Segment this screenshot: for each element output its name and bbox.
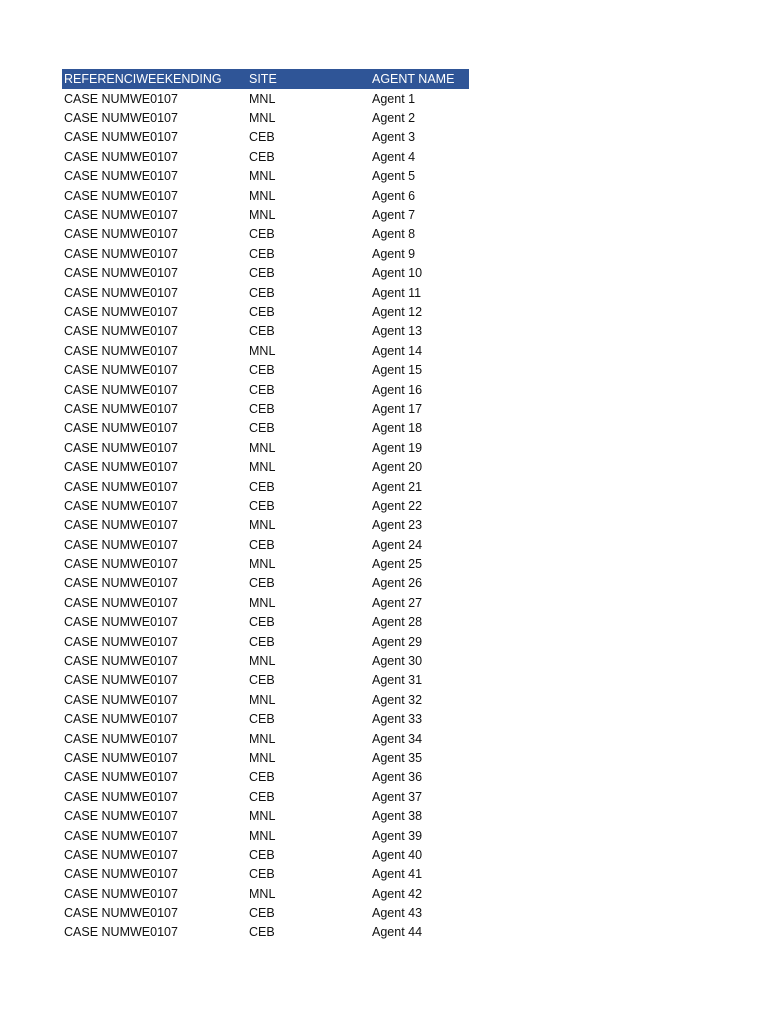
table-row [62, 632, 469, 651]
table-row [62, 806, 469, 825]
cell-agent-name[interactable]: Agent 25 [372, 557, 423, 572]
cell-site[interactable]: CEB [249, 324, 275, 339]
cell-reference[interactable]: CASE NUMWE0107 [64, 324, 178, 339]
table-row [62, 225, 469, 244]
cell-site[interactable]: CEB [249, 304, 275, 319]
cell-site[interactable]: CEB [249, 479, 275, 494]
cell-reference[interactable]: CASE NUMWE0107 [64, 401, 178, 416]
cell-site[interactable]: CEB [249, 401, 275, 416]
cell-reference[interactable]: CASE NUMWE0107 [64, 654, 178, 669]
cell-agent-name[interactable]: Agent 27 [372, 595, 423, 610]
table-row [62, 923, 469, 942]
table-row [62, 903, 469, 922]
cell-reference[interactable]: CASE NUMWE0107 [64, 673, 178, 688]
cell-agent-name[interactable]: Agent 43 [372, 906, 423, 921]
cell-site[interactable]: CEB [249, 363, 275, 378]
cell-agent-name[interactable]: Agent 33 [372, 712, 423, 727]
cell-site[interactable]: MNL [249, 343, 276, 358]
cell-site[interactable]: CEB [249, 421, 275, 436]
cell-reference[interactable]: CASE NUMWE0107 [64, 208, 178, 223]
cell-site[interactable]: MNL [249, 91, 276, 106]
cell-agent-name[interactable]: Agent 41 [372, 867, 423, 882]
cell-agent-name[interactable]: Agent 12 [372, 304, 423, 319]
cell-reference[interactable]: CASE NUMWE0107 [64, 750, 178, 765]
cell-agent-name[interactable]: Agent 30 [372, 654, 423, 669]
cell-site[interactable]: MNL [249, 886, 276, 901]
cell-site[interactable]: CEB [249, 615, 275, 630]
cell-agent-name[interactable]: Agent 36 [372, 770, 423, 785]
table-row [62, 283, 469, 302]
table-row [62, 496, 469, 515]
cell-reference[interactable]: CASE NUMWE0107 [64, 304, 178, 319]
cell-agent-name[interactable]: Agent 5 [372, 169, 416, 184]
cell-reference[interactable]: CASE NUMWE0107 [64, 906, 178, 921]
table-row [62, 419, 469, 438]
cell-reference[interactable]: CASE NUMWE0107 [64, 731, 178, 746]
cell-agent-name[interactable]: Agent 34 [372, 731, 423, 746]
cell-reference[interactable]: CASE NUMWE0107 [64, 576, 178, 591]
cell-site[interactable]: CEB [249, 537, 275, 552]
cell-site[interactable]: CEB [249, 673, 275, 688]
cell-site[interactable]: CEB [249, 770, 275, 785]
table-row [62, 613, 469, 632]
cell-reference[interactable]: CASE NUMWE0107 [64, 615, 178, 630]
cell-reference[interactable]: CASE NUMWE0107 [64, 130, 178, 145]
cell-reference[interactable]: CASE NUMWE0107 [64, 382, 178, 397]
cell-reference[interactable]: CASE NUMWE0107 [64, 91, 178, 106]
table-row [62, 205, 469, 224]
cell-site[interactable]: MNL [249, 518, 276, 533]
table-row [62, 535, 469, 554]
cell-agent-name[interactable]: Agent 6 [372, 188, 416, 203]
cell-agent-name[interactable]: Agent 35 [372, 750, 423, 765]
cell-site[interactable]: MNL [249, 828, 276, 843]
table-row [62, 516, 469, 535]
table-row [62, 787, 469, 806]
cell-agent-name[interactable]: Agent 7 [372, 208, 416, 223]
cell-site[interactable]: CEB [249, 925, 275, 940]
table-row [62, 826, 469, 845]
cell-agent-name[interactable]: Agent 8 [372, 227, 416, 242]
cell-reference[interactable]: CASE NUMWE0107 [64, 188, 178, 203]
cell-agent-name[interactable]: Agent 2 [372, 111, 416, 126]
cell-site[interactable]: CEB [249, 382, 275, 397]
cell-reference[interactable]: CASE NUMWE0107 [64, 595, 178, 610]
cell-agent-name[interactable]: Agent 29 [372, 634, 423, 649]
table-body [62, 89, 469, 942]
agent-table [62, 69, 469, 942]
cell-reference[interactable]: CASE NUMWE0107 [64, 692, 178, 707]
cell-reference[interactable]: CASE NUMWE0107 [64, 227, 178, 242]
cell-agent-name[interactable]: Agent 18 [372, 421, 423, 436]
cell-agent-name[interactable]: Agent 26 [372, 576, 423, 591]
cell-agent-name[interactable]: Agent 10 [372, 266, 423, 281]
table-row [62, 147, 469, 166]
cell-site[interactable]: CEB [249, 285, 275, 300]
cell-reference[interactable]: CASE NUMWE0107 [64, 111, 178, 126]
cell-site[interactable]: MNL [249, 654, 276, 669]
cell-agent-name[interactable]: Agent 15 [372, 363, 423, 378]
cell-reference[interactable]: CASE NUMWE0107 [64, 847, 178, 862]
cell-agent-name[interactable]: Agent 13 [372, 324, 423, 339]
cell-reference[interactable]: CASE NUMWE0107 [64, 343, 178, 358]
table-row [62, 651, 469, 670]
cell-site[interactable]: CEB [249, 498, 275, 513]
cell-agent-name[interactable]: Agent 22 [372, 498, 423, 513]
cell-site[interactable]: MNL [249, 731, 276, 746]
table-row [62, 671, 469, 690]
cell-agent-name[interactable]: Agent 1 [372, 91, 416, 106]
table-row [62, 167, 469, 186]
cell-site[interactable]: CEB [249, 130, 275, 145]
table-row [62, 690, 469, 709]
cell-agent-name[interactable]: Agent 14 [372, 343, 423, 358]
cell-reference[interactable]: CASE NUMWE0107 [64, 498, 178, 513]
cell-agent-name[interactable]: Agent 39 [372, 828, 423, 843]
table-row [62, 748, 469, 767]
table-row [62, 244, 469, 263]
table-row [62, 729, 469, 748]
cell-agent-name[interactable]: Agent 31 [372, 673, 423, 688]
cell-reference[interactable]: CASE NUMWE0107 [64, 867, 178, 882]
cell-reference[interactable]: CASE NUMWE0107 [64, 809, 178, 824]
cell-site[interactable]: CEB [249, 847, 275, 862]
cell-agent-name[interactable]: Agent 44 [372, 925, 423, 940]
cell-agent-name[interactable]: Agent 21 [372, 479, 423, 494]
cell-agent-name[interactable]: Agent 32 [372, 692, 423, 707]
table-row [62, 89, 469, 108]
cell-site[interactable]: MNL [249, 750, 276, 765]
table-row [62, 884, 469, 903]
cell-site[interactable]: CEB [249, 576, 275, 591]
column-header-agent-name[interactable]: AGENT NAME [372, 72, 455, 86]
cell-reference[interactable]: CASE NUMWE0107 [64, 149, 178, 164]
cell-site[interactable]: MNL [249, 460, 276, 475]
table-row [62, 302, 469, 321]
cell-reference[interactable]: CASE NUMWE0107 [64, 925, 178, 940]
table-row [62, 322, 469, 341]
table-row [62, 108, 469, 127]
cell-reference[interactable]: CASE NUMWE0107 [64, 363, 178, 378]
table-row [62, 186, 469, 205]
cell-site[interactable]: MNL [249, 111, 276, 126]
cell-site[interactable]: CEB [249, 634, 275, 649]
cell-site[interactable]: CEB [249, 246, 275, 261]
cell-reference[interactable]: CASE NUMWE0107 [64, 634, 178, 649]
cell-agent-name[interactable]: Agent 17 [372, 401, 423, 416]
cell-agent-name[interactable]: Agent 38 [372, 809, 423, 824]
cell-agent-name[interactable]: Agent 28 [372, 615, 423, 630]
cell-site[interactable]: MNL [249, 208, 276, 223]
cell-agent-name[interactable]: Agent 4 [372, 149, 416, 164]
table-row [62, 574, 469, 593]
cell-agent-name[interactable]: Agent 20 [372, 460, 423, 475]
cell-reference[interactable]: CASE NUMWE0107 [64, 246, 178, 261]
table-row [62, 380, 469, 399]
table-row [62, 554, 469, 573]
cell-site[interactable]: MNL [249, 188, 276, 203]
cell-site[interactable]: MNL [249, 169, 276, 184]
cell-reference[interactable]: CASE NUMWE0107 [64, 169, 178, 184]
table-row [62, 264, 469, 283]
cell-reference[interactable]: CASE NUMWE0107 [64, 770, 178, 785]
cell-reference[interactable]: CASE NUMWE0107 [64, 518, 178, 533]
table-row [62, 865, 469, 884]
cell-agent-name[interactable]: Agent 11 [372, 285, 422, 300]
column-header-site[interactable]: SITE [249, 72, 277, 86]
cell-reference[interactable]: CASE NUMWE0107 [64, 460, 178, 475]
cell-agent-name[interactable]: Agent 9 [372, 246, 416, 261]
table-row [62, 128, 469, 147]
cell-reference[interactable]: CASE NUMWE0107 [64, 440, 178, 455]
cell-agent-name[interactable]: Agent 16 [372, 382, 423, 397]
table-row [62, 710, 469, 729]
cell-agent-name[interactable]: Agent 23 [372, 518, 423, 533]
cell-agent-name[interactable]: Agent 19 [372, 440, 423, 455]
cell-reference[interactable]: CASE NUMWE0107 [64, 266, 178, 281]
cell-site[interactable]: CEB [249, 789, 275, 804]
cell-reference[interactable]: CASE NUMWE0107 [64, 285, 178, 300]
cell-reference[interactable]: CASE NUMWE0107 [64, 712, 178, 727]
cell-reference[interactable]: CASE NUMWE0107 [64, 828, 178, 843]
cell-site[interactable]: MNL [249, 557, 276, 572]
cell-site[interactable]: CEB [249, 227, 275, 242]
cell-agent-name[interactable]: Agent 42 [372, 886, 423, 901]
cell-site[interactable]: MNL [249, 440, 276, 455]
cell-site[interactable]: CEB [249, 906, 275, 921]
cell-reference[interactable]: CASE NUMWE0107 [64, 789, 178, 804]
cell-site[interactable]: CEB [249, 867, 275, 882]
cell-reference[interactable]: CASE NUMWE0107 [64, 886, 178, 901]
table-row [62, 845, 469, 864]
cell-agent-name[interactable]: Agent 24 [372, 537, 423, 552]
table-row [62, 768, 469, 787]
cell-site[interactable]: CEB [249, 266, 275, 281]
cell-reference[interactable]: CASE NUMWE0107 [64, 537, 178, 552]
cell-site[interactable]: MNL [249, 595, 276, 610]
cell-site[interactable]: MNL [249, 809, 276, 824]
cell-site[interactable]: MNL [249, 692, 276, 707]
table-row [62, 477, 469, 496]
cell-site[interactable]: CEB [249, 149, 275, 164]
table-row [62, 593, 469, 612]
cell-reference[interactable]: CASE NUMWE0107 [64, 421, 178, 436]
cell-reference[interactable]: CASE NUMWE0107 [64, 479, 178, 494]
cell-agent-name[interactable]: Agent 3 [372, 130, 416, 145]
table-row [62, 341, 469, 360]
column-header-referenciweekending[interactable]: REFERENCIWEEKENDING [64, 72, 222, 86]
table-header-row [62, 69, 469, 89]
cell-agent-name[interactable]: Agent 40 [372, 847, 423, 862]
cell-site[interactable]: CEB [249, 712, 275, 727]
table-row [62, 457, 469, 476]
cell-reference[interactable]: CASE NUMWE0107 [64, 557, 178, 572]
table-row [62, 399, 469, 418]
cell-agent-name[interactable]: Agent 37 [372, 789, 423, 804]
table-row [62, 438, 469, 457]
table-row [62, 360, 469, 379]
